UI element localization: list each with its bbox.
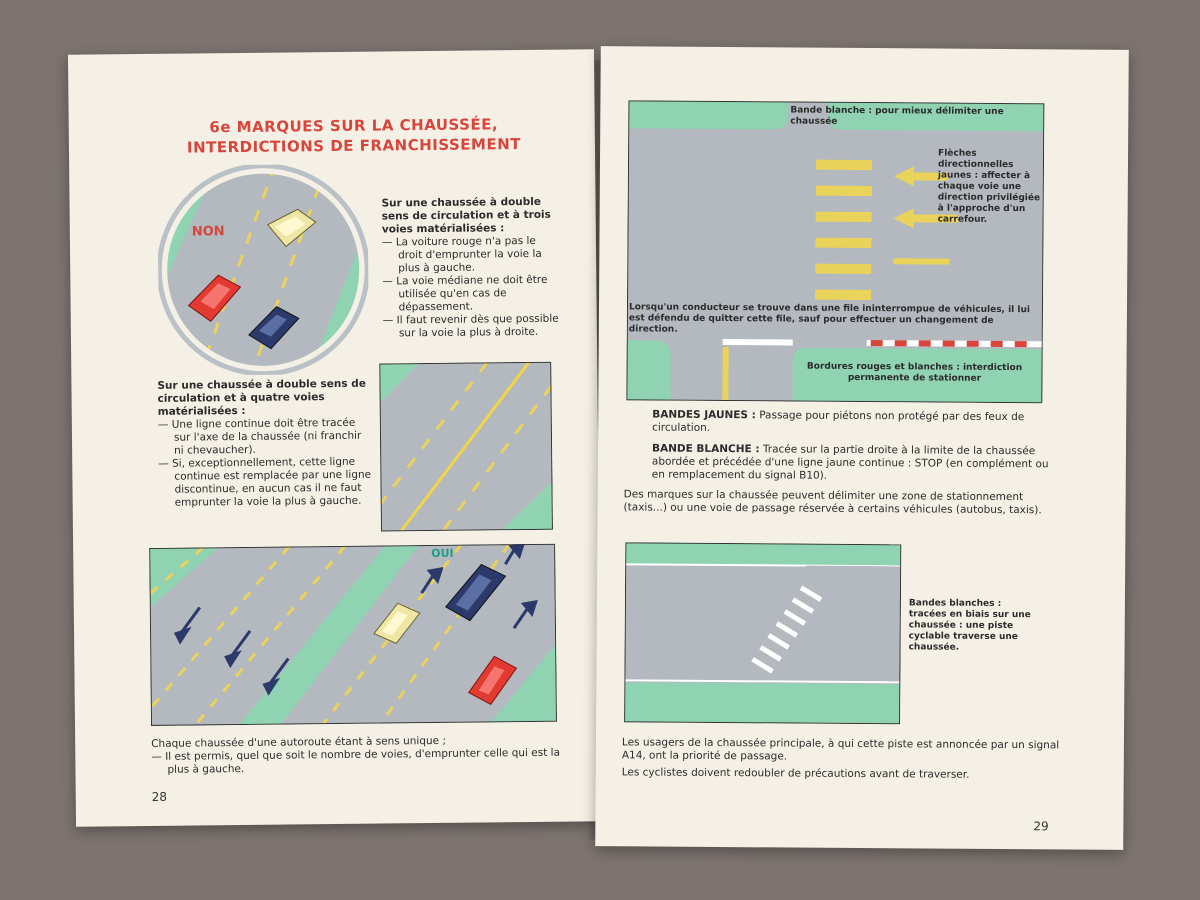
bande-blanche-text: Tracée sur la partie droite à la limite de la chaussée abordée et précédée d'une ligne jaune continue : STOP (en complément ou en remplacement du signal B10). [651, 443, 1049, 482]
page-title [139, 114, 569, 159]
left-page [68, 49, 602, 826]
title-line-2: INTERDICTIONS DE FRANCHISSEMENT [186, 135, 522, 157]
right-page [595, 46, 1129, 850]
non-label: NON [191, 224, 225, 240]
four-lanes-diagram [379, 362, 553, 532]
red-white-curb [867, 340, 1043, 347]
bike-crossing-diagram [624, 542, 901, 724]
bandes-jaunes-text: Passage pour piétons non protégé par des feux de circulation. [652, 409, 1025, 434]
label-file-ininterrompue: Lorsqu'un conducteur se trouve dans une file ininterrompue de véhicules, il lui est défendu de quitter cette file, sauf pour effectuer un changement de direction. [628, 302, 1031, 335]
label-bande-blanche: Bande blanche : pour mieux délimiter une chaussée [790, 105, 1004, 127]
bande-blanche-term: BANDE BLANCHE : [651, 442, 760, 456]
oui-label: OUI [431, 546, 454, 560]
motorway-caption [151, 734, 571, 777]
bande-blanche-paragraph [652, 443, 1062, 485]
intersection-diagram [626, 100, 1044, 403]
circle-illustration-three-lanes [157, 164, 369, 376]
section-three-lanes [381, 196, 560, 341]
section-three-lanes-list [382, 235, 561, 341]
label-bordures-rouges: Bordures rouges et blanches : interdiction permanente de stationner [806, 361, 1023, 384]
marques-paragraph: Des marques sur la chaussée peuvent délimiter une zone de stationnement (taxis...) ou une voie de passage réservée à certains véhicules (autobus, taxis). [623, 488, 1042, 517]
list-item: — Si, exceptionnellement, cette ligne continue est remplacée par une ligne discontinue, en aucun cas il ne faut emprunter la voie la plus à gauche. [158, 455, 372, 509]
bandes-jaunes-paragraph [652, 409, 1062, 438]
list-item: — La voiture rouge n'a pas le droit d'emprunter la voie la plus à gauche. [381, 234, 542, 275]
page-number-left: 28 [151, 789, 168, 804]
page-number-right: 29 [1033, 819, 1049, 834]
list-item: — Il est permis, quel que soit le nombre de voies, d'emprunter celle qui est la plus à gauche. [151, 746, 561, 776]
section-four-lanes [157, 378, 374, 510]
list-item: — La voie médiane ne doit être utilisée qu'en cas de dépassement. [382, 273, 548, 314]
motorway-caption-intro: Chaque chaussée d'une autoroute étant à sens unique ; [151, 734, 447, 750]
section-four-lanes-heading: Sur une chaussée à double sens de circulation et à quatre voies matérialisées : [157, 377, 366, 418]
cyclistes-paragraph: Les cyclistes doivent redoubler de précautions avant de traverser. [621, 766, 970, 781]
list-item: — Il faut revenir dès que possible sur la voie la plus à droite. [382, 312, 559, 340]
title-line-1: 6e MARQUES SUR LA CHAUSSÉE, [209, 115, 499, 137]
list-item: — Une ligne continue doit être tracée sur l'axe de la chaussée (ni franchir ni chevaucher). [157, 416, 362, 457]
motorway-diagram [149, 544, 557, 726]
usagers-paragraph: Les usagers de la chaussée principale, à qui cette piste est annoncée par un signal A14, ont la priorité de passage. [621, 736, 1060, 763]
bandes-jaunes-term: BANDES JAUNES : [652, 408, 756, 422]
section-three-lanes-heading: Sur une chaussée à double sens de circulation et à trois voies matérialisées : [381, 195, 551, 236]
label-fleches-directionnelles: Flèches directionnelles jaunes : affecter à chaque voie une direction privilégiée à l'approche d'un carrefour. [937, 148, 1041, 225]
label-bandes-biais: Bandes blanches : tracées en biais sur une chaussée : une piste cyclable traverse une chaussée. [908, 598, 1031, 653]
section-four-lanes-list [158, 417, 375, 510]
